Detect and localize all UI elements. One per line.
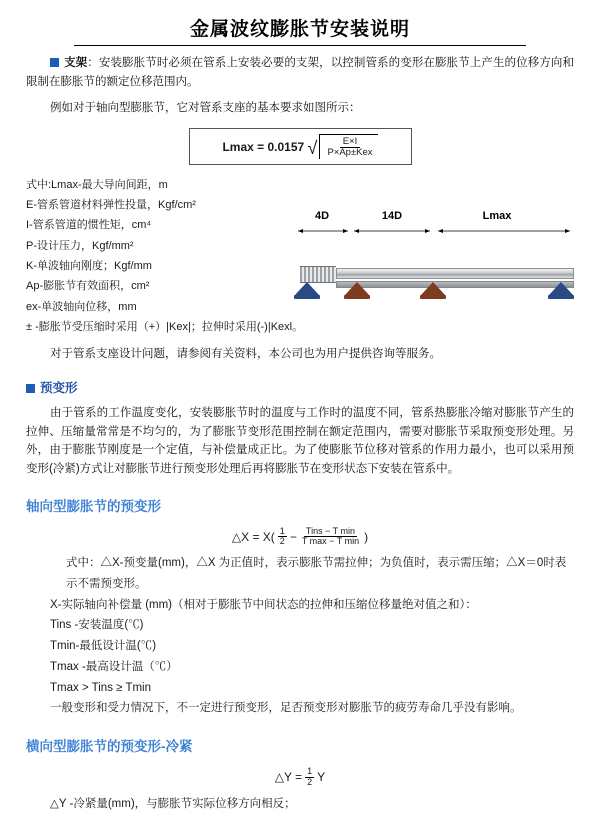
section1-heading: 支架 (64, 57, 88, 69)
section1-legend-list (26, 175, 304, 338)
sub2-line: △Y -冷紧量(mm)，与膨胀节实际位移方向相反； (50, 797, 296, 810)
page-title: 金属波纹膨胀节安装说明 (189, 19, 410, 40)
support-guide-1 (344, 282, 370, 302)
formula-deltax-lhs: △X = X( (231, 529, 275, 544)
sub1-line: 一般变形和受力情况下，不一定进行预变形，足否预变形对膨胀节的疲劳寿命几乎没有影响。 (50, 702, 522, 715)
section2-sub2-heading: 横向型膨胀节的预变形-冷紧 (26, 738, 193, 754)
section1-para1: 安装膨胀节时必须在管系上安装必要的支架，以控制管系的变形在膨胀节上产生的位移方向和限制在膨胀节的额定位移范围内。 (26, 57, 575, 88)
formula-lmax-denominator: P×Ap±Kex (327, 146, 373, 158)
legend-item: 式中:Lmax-最大导向间距，m (26, 178, 168, 191)
formula-lmax-wrapper (26, 118, 574, 171)
formula-deltay-fraction (305, 767, 314, 788)
section1-heading-para: 支架：安装膨胀节时必须在管系上安装必要的支架，以控制管系的变形在膨胀节上产生的位移方向和限制在膨胀节的额定位移范围内。 (26, 57, 575, 88)
dimension-arrows (292, 226, 578, 236)
sqrt-icon: √ (307, 137, 318, 158)
legend-item: K-单波轴向刚度；Kgf/mm (26, 260, 152, 273)
section2-sub1-heading: 轴向型膨胀节的预变形 (26, 498, 161, 514)
section1-para3: 对于管系支座设计问题，请参阅有关资料，本公司也为用户提供咨询等服务。 (50, 348, 441, 361)
formula-deltax (26, 527, 574, 548)
blue-square-icon-2 (26, 384, 35, 393)
support-guide-2 (420, 282, 446, 302)
formula-deltay-lhs: △Y = (274, 770, 303, 785)
formula-lmax-fraction (324, 137, 375, 159)
formula-deltay-rhs: Y (317, 770, 326, 785)
temp-numerator: Tins − T min (305, 525, 356, 536)
formula-deltay-inline (275, 767, 325, 788)
section2-sub1-lines (26, 553, 574, 719)
formula-deltax-rhs: ) (364, 529, 369, 544)
deltay-denominator: 2 (307, 776, 313, 787)
formula-lmax-lhs: Lmax = 0.0157 (222, 139, 305, 154)
title-divider (74, 45, 526, 46)
formula-deltay (26, 767, 574, 788)
sub1-line: Tmax -最高设计温（℃） (50, 660, 178, 673)
legend-item: I-管系管道的惯性矩，cm⁴ (26, 219, 152, 232)
formula-deltax-minus: − (289, 529, 297, 544)
diagram-dimension-labels (292, 210, 578, 222)
section2-heading-row (26, 378, 574, 396)
formula-lmax (189, 128, 412, 165)
bellows-element (300, 266, 336, 283)
dimension-label-lmax: Lmax (482, 210, 512, 222)
section2-para1: 由于管系的工作温度变化，安装膨胀节时的温度与工作时的温度不同，管系热膨胀冷缩对膨胀节产生的拉伸、压缩量常常是不均匀的，为了膨胀节变形范围控制在额定范围内，需要对膨胀节采取预变形处理。另外，由于膨胀节刚度是一个定值，与补偿量成正比。为了使膨胀节位移对管系的作用力最小，也可以采用预变形(冷紧)方式让对膨胀节进行预变形处理后再将膨胀节在变形状态下安装在管系中。 (26, 407, 574, 475)
legend-item: ± -膨胀节受压缩时采用（+）|Kex|；拉伸时采用(-)|Kexl。 (26, 321, 304, 334)
legend-item: ex-单波轴向位移，mm (26, 300, 137, 313)
sub1-line: Tmax > Tins ≥ Tmin (50, 681, 151, 694)
formula-deltax-temp-fraction (300, 527, 361, 548)
dimension-label-14d: 14D (381, 210, 403, 222)
support-anchor-right (548, 282, 574, 302)
support-anchor-left (294, 282, 320, 302)
sub1-line: X-实际轴向补偿量 (mm)（相对于膨胀节中间状态的拉伸和压缩位移量绝对值之和）： (50, 598, 477, 611)
dimension-label-4d: 4D (314, 210, 330, 222)
temp-denominator: T max − T min (301, 536, 360, 547)
pipe-assembly (292, 240, 578, 310)
blue-square-icon (50, 58, 59, 67)
formula-lmax-radicand (319, 134, 377, 159)
expansion-joint-diagram (292, 210, 578, 318)
formula-lmax-numerator: E×I (340, 136, 361, 148)
sub1-line: Tmin-最低设计温(℃) (50, 640, 157, 653)
legend-item: P-设计压力，Kgf/mm² (26, 239, 134, 252)
half-numerator: 1 (279, 525, 285, 536)
document-content (0, 54, 600, 814)
pipe-upper (336, 268, 574, 279)
section2-heading: 预变形 (40, 381, 78, 396)
section2-sub2-lines (26, 794, 574, 814)
section1-para2: 例如对于轴向型膨胀节，它对管系支座的基本要求如图所示： (50, 102, 361, 115)
pipe-lower (336, 281, 574, 288)
deltay-numerator: 1 (307, 765, 313, 776)
sub1-line: Tins -安装温度(℃) (50, 619, 144, 632)
formula-deltax-half (278, 527, 287, 548)
sub1-line: 式中：△X-预变量(mm)，△X 为正值时，表示膨胀节需拉伸；为负值时，表示需压缩；△X＝0时表示不需预变形。 (66, 557, 567, 591)
half-denominator: 2 (279, 536, 285, 547)
formula-deltax-inline (232, 527, 368, 548)
document-page (0, 14, 600, 810)
legend-item: E-管系管道材料弹性投量，Kgf/cm² (26, 199, 196, 212)
legend-item: Ap-膨胀节有效面积，cm² (26, 280, 150, 293)
